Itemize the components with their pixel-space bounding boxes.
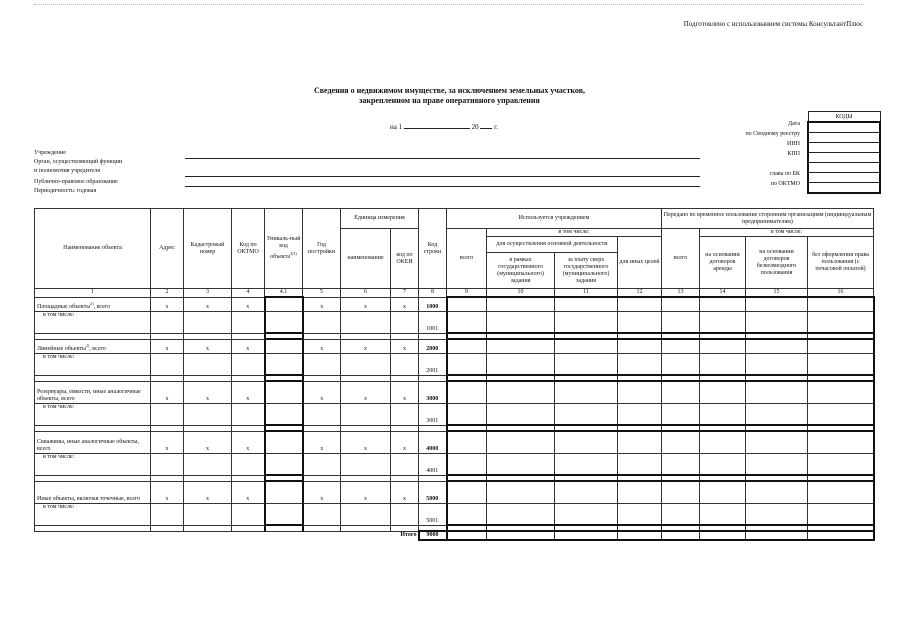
value-cell[interactable] bbox=[700, 403, 746, 425]
value-cell[interactable] bbox=[700, 453, 746, 475]
value-cell[interactable] bbox=[746, 431, 808, 453]
th-transferred-total: всего bbox=[662, 229, 700, 289]
x-mark: х bbox=[151, 297, 184, 311]
total-empty bbox=[303, 531, 341, 540]
row-name-text: Иные объекты, включая точечные, всего bbox=[37, 495, 141, 502]
code-label-oktmo: по ОКТМО bbox=[770, 181, 800, 187]
th-year: Год постройки bbox=[303, 209, 341, 289]
value-cell[interactable] bbox=[184, 453, 232, 475]
code-label-date: Дата bbox=[788, 121, 800, 127]
date-suffix: г. bbox=[494, 123, 498, 131]
th-free: на основании договоров безвозмездного пользования bbox=[746, 237, 808, 289]
x-mark: х bbox=[232, 381, 265, 403]
value-cell[interactable] bbox=[618, 353, 662, 375]
value-cell[interactable] bbox=[618, 431, 662, 453]
th-main-activity: для осуществления основной деятельности bbox=[487, 237, 618, 253]
page-title bbox=[0, 86, 899, 106]
total-empty bbox=[35, 531, 151, 540]
row-subcode: 4001 bbox=[419, 453, 447, 475]
col-number: 3 bbox=[184, 289, 232, 298]
value-cell[interactable] bbox=[447, 453, 487, 475]
value-cell[interactable] bbox=[662, 503, 700, 525]
value-cell[interactable] bbox=[555, 453, 618, 475]
value-cell[interactable] bbox=[662, 381, 700, 403]
value-cell[interactable] bbox=[700, 481, 746, 503]
total-cell[interactable] bbox=[662, 531, 700, 540]
value-cell[interactable] bbox=[618, 297, 662, 311]
value-cell[interactable] bbox=[487, 503, 555, 525]
value-cell[interactable] bbox=[265, 481, 303, 503]
value-cell[interactable] bbox=[700, 381, 746, 403]
date-day-field[interactable] bbox=[404, 128, 470, 129]
value-cell[interactable] bbox=[555, 403, 618, 425]
value-cell[interactable] bbox=[487, 311, 555, 333]
code-label-kpp: КПП bbox=[787, 151, 800, 157]
value-cell[interactable] bbox=[618, 481, 662, 503]
value-cell[interactable] bbox=[662, 353, 700, 375]
value-cell[interactable] bbox=[555, 381, 618, 403]
row-code: 3000 bbox=[419, 381, 447, 403]
value-cell[interactable] bbox=[700, 339, 746, 353]
th-unit-okei: код по ОКЕИ bbox=[391, 229, 419, 289]
x-mark: х bbox=[184, 339, 232, 353]
code-label-registry: по Сводному реестру bbox=[745, 131, 800, 137]
x-mark: х bbox=[151, 381, 184, 403]
th-transferred-in-that: в том числе: bbox=[700, 229, 874, 237]
x-mark: х bbox=[341, 297, 391, 311]
value-cell[interactable] bbox=[303, 403, 341, 425]
row-name-text: Скважины, иные аналогичные объекты, всего bbox=[37, 438, 139, 452]
value-cell[interactable] bbox=[303, 453, 341, 475]
value-cell[interactable] bbox=[303, 503, 341, 525]
row-sub-text: в том числе: bbox=[43, 353, 75, 360]
code-label-inn: ИНН bbox=[787, 141, 800, 147]
public-entity-field[interactable] bbox=[185, 186, 700, 187]
row-name bbox=[35, 297, 151, 311]
value-cell[interactable] bbox=[700, 353, 746, 375]
code-date-field[interactable] bbox=[808, 122, 880, 133]
value-cell[interactable] bbox=[447, 311, 487, 333]
value-cell[interactable] bbox=[555, 353, 618, 375]
value-cell[interactable] bbox=[487, 431, 555, 453]
total-cell[interactable] bbox=[808, 531, 874, 540]
date-year-label: 20 bbox=[471, 123, 479, 131]
th-used-total: всего bbox=[447, 229, 487, 289]
value-cell[interactable] bbox=[746, 297, 808, 311]
value-cell[interactable] bbox=[265, 453, 303, 475]
value-cell[interactable] bbox=[265, 431, 303, 453]
value-cell[interactable] bbox=[746, 453, 808, 475]
value-cell[interactable] bbox=[618, 503, 662, 525]
total-empty bbox=[184, 531, 232, 540]
col-number: 5 bbox=[303, 289, 341, 298]
value-cell[interactable] bbox=[447, 353, 487, 375]
value-cell[interactable] bbox=[555, 503, 618, 525]
col-number: 6 bbox=[341, 289, 391, 298]
value-cell[interactable] bbox=[746, 381, 808, 403]
value-cell[interactable] bbox=[487, 339, 555, 353]
row-sub-label bbox=[35, 453, 151, 475]
code-inn-field[interactable] bbox=[808, 143, 880, 153]
total-cell[interactable] bbox=[746, 531, 808, 540]
row-code: 1000 bbox=[419, 297, 447, 311]
value-cell[interactable] bbox=[447, 403, 487, 425]
x-mark: х bbox=[151, 481, 184, 503]
title-line-1: Сведения о недвижимом имуществе, за исключением земельных участков, bbox=[313, 86, 586, 95]
th-other: для иных целей bbox=[618, 237, 662, 289]
value-cell[interactable] bbox=[265, 403, 303, 425]
value-cell[interactable] bbox=[746, 503, 808, 525]
x-mark: х bbox=[303, 481, 341, 503]
x-mark: х bbox=[341, 431, 391, 453]
total-empty bbox=[232, 531, 265, 540]
value-cell[interactable] bbox=[447, 431, 487, 453]
col-number: 7 bbox=[391, 289, 419, 298]
total-cell[interactable] bbox=[618, 531, 662, 540]
value-cell[interactable] bbox=[184, 403, 232, 425]
x-mark: х bbox=[341, 381, 391, 403]
x-mark: х bbox=[341, 481, 391, 503]
th-oktmo: Код по ОКТМО bbox=[232, 209, 265, 289]
value-cell[interactable] bbox=[151, 453, 184, 475]
value-cell[interactable] bbox=[808, 403, 874, 425]
value-cell[interactable] bbox=[391, 353, 419, 375]
label-public-entity: Публично-правовое образование bbox=[34, 179, 118, 185]
total-cell[interactable] bbox=[700, 531, 746, 540]
value-cell[interactable] bbox=[746, 481, 808, 503]
value-cell[interactable] bbox=[265, 297, 303, 311]
th-over-task: за плату сверх государственного (муниципального) задания bbox=[555, 253, 618, 289]
total-cell[interactable] bbox=[447, 531, 487, 540]
value-cell[interactable] bbox=[447, 297, 487, 311]
x-mark: х bbox=[184, 431, 232, 453]
value-cell[interactable] bbox=[487, 381, 555, 403]
value-cell[interactable] bbox=[700, 311, 746, 333]
th-state-task: в рамках государственного (муниципального) задания bbox=[487, 253, 555, 289]
value-cell[interactable] bbox=[618, 381, 662, 403]
row-name bbox=[35, 381, 151, 403]
value-cell[interactable] bbox=[662, 311, 700, 333]
x-mark: х bbox=[151, 431, 184, 453]
th-no-doc: без оформления права пользования (с почасовой оплатой) bbox=[808, 237, 874, 289]
value-cell[interactable] bbox=[391, 503, 419, 525]
value-cell[interactable] bbox=[341, 403, 391, 425]
value-cell[interactable] bbox=[700, 297, 746, 311]
x-mark: х bbox=[184, 481, 232, 503]
th-unique-code bbox=[265, 209, 303, 289]
value-cell[interactable] bbox=[184, 311, 232, 333]
value-cell[interactable] bbox=[618, 453, 662, 475]
th-unit-name: наименование bbox=[341, 229, 391, 289]
value-cell[interactable] bbox=[447, 503, 487, 525]
value-cell[interactable] bbox=[232, 453, 265, 475]
institution-field[interactable] bbox=[185, 158, 700, 159]
row-name bbox=[35, 431, 151, 453]
row-name-tail: , всего bbox=[89, 345, 106, 352]
col-number: 9 bbox=[447, 289, 487, 298]
value-cell[interactable] bbox=[808, 339, 874, 353]
value-cell[interactable] bbox=[808, 503, 874, 525]
label-authority-1: Орган, осуществляющий функции bbox=[34, 159, 123, 165]
value-cell[interactable] bbox=[808, 311, 874, 333]
x-mark: х bbox=[232, 339, 265, 353]
x-mark: х bbox=[232, 431, 265, 453]
value-cell[interactable] bbox=[808, 381, 874, 403]
row-name bbox=[35, 481, 151, 503]
value-cell[interactable] bbox=[151, 353, 184, 375]
value-cell[interactable] bbox=[232, 311, 265, 333]
row-subcode: 1001 bbox=[419, 311, 447, 333]
x-mark: х bbox=[391, 431, 419, 453]
row-sub-text: в том числе: bbox=[43, 403, 75, 410]
date-line bbox=[390, 123, 498, 131]
value-cell[interactable] bbox=[303, 353, 341, 375]
col-number: 15 bbox=[746, 289, 808, 298]
value-cell[interactable] bbox=[662, 481, 700, 503]
value-cell[interactable] bbox=[808, 297, 874, 311]
row-subcode: 5001 bbox=[419, 503, 447, 525]
code-label-bk: глава по БК bbox=[770, 171, 800, 177]
value-cell[interactable] bbox=[700, 503, 746, 525]
value-cell[interactable] bbox=[555, 297, 618, 311]
value-cell[interactable] bbox=[808, 431, 874, 453]
code-registry-field[interactable] bbox=[808, 133, 880, 143]
total-label: Итого bbox=[400, 532, 417, 539]
authority-field[interactable] bbox=[185, 176, 700, 177]
value-cell[interactable] bbox=[555, 481, 618, 503]
th-unique-code-text: Уникаль-ный код объекта bbox=[266, 236, 301, 260]
value-cell[interactable] bbox=[151, 403, 184, 425]
col-number: 4.1 bbox=[265, 289, 303, 298]
x-mark: х bbox=[391, 339, 419, 353]
value-cell[interactable] bbox=[447, 339, 487, 353]
col-number: 12 bbox=[618, 289, 662, 298]
value-cell[interactable] bbox=[487, 481, 555, 503]
title-line-2: закрепленном на праве оперативного управления bbox=[359, 96, 540, 105]
value-cell[interactable] bbox=[232, 503, 265, 525]
th-cadastral: Кадастровый номер bbox=[184, 209, 232, 289]
col-number: 1 bbox=[35, 289, 151, 298]
th-name: Наименование объекта bbox=[35, 209, 151, 289]
x-mark: х bbox=[151, 339, 184, 353]
code-kpp-field[interactable] bbox=[808, 153, 880, 163]
row-code: 2000 bbox=[419, 339, 447, 353]
value-cell[interactable] bbox=[391, 311, 419, 333]
total-empty bbox=[341, 531, 391, 540]
value-cell[interactable] bbox=[303, 311, 341, 333]
row-name-sup: 2) bbox=[85, 342, 90, 348]
value-cell[interactable] bbox=[700, 431, 746, 453]
value-cell[interactable] bbox=[746, 311, 808, 333]
value-cell[interactable] bbox=[447, 481, 487, 503]
value-cell[interactable] bbox=[232, 403, 265, 425]
row-name-text: Линейные объекты bbox=[37, 345, 86, 352]
row-subcode: 3001 bbox=[419, 403, 447, 425]
x-mark: х bbox=[391, 481, 419, 503]
value-cell[interactable] bbox=[808, 453, 874, 475]
row-name-text: Площадные объекты bbox=[37, 303, 91, 310]
value-cell[interactable] bbox=[391, 453, 419, 475]
th-unit: Единица измерения bbox=[341, 209, 419, 229]
value-cell[interactable] bbox=[618, 339, 662, 353]
x-mark: х bbox=[391, 381, 419, 403]
value-cell[interactable] bbox=[555, 339, 618, 353]
total-cell[interactable] bbox=[555, 531, 618, 540]
row-sub-label bbox=[35, 353, 151, 375]
value-cell[interactable] bbox=[341, 453, 391, 475]
x-mark: х bbox=[341, 339, 391, 353]
value-cell[interactable] bbox=[341, 353, 391, 375]
value-cell[interactable] bbox=[487, 453, 555, 475]
x-mark: х bbox=[303, 431, 341, 453]
value-cell[interactable] bbox=[662, 431, 700, 453]
x-mark: х bbox=[184, 381, 232, 403]
value-cell[interactable] bbox=[487, 297, 555, 311]
total-empty bbox=[151, 531, 184, 540]
value-cell[interactable] bbox=[808, 353, 874, 375]
col-number: 2 bbox=[151, 289, 184, 298]
th-address: Адрес bbox=[151, 209, 184, 289]
row-subcode: 2001 bbox=[419, 353, 447, 375]
value-cell[interactable] bbox=[151, 311, 184, 333]
value-cell[interactable] bbox=[265, 353, 303, 375]
value-cell[interactable] bbox=[391, 403, 419, 425]
value-cell[interactable] bbox=[487, 403, 555, 425]
row-sub-label bbox=[35, 311, 151, 333]
col-number: 4 bbox=[232, 289, 265, 298]
property-table bbox=[34, 208, 875, 541]
th-rent: на основании договоров аренды bbox=[700, 237, 746, 289]
value-cell[interactable] bbox=[555, 431, 618, 453]
row-sub-text: в том числе: bbox=[43, 453, 75, 460]
value-cell[interactable] bbox=[746, 339, 808, 353]
row-code: 4000 bbox=[419, 431, 447, 453]
value-cell[interactable] bbox=[618, 311, 662, 333]
col-number: 14 bbox=[700, 289, 746, 298]
value-cell[interactable] bbox=[662, 403, 700, 425]
date-year-field[interactable] bbox=[480, 128, 492, 129]
th-used-in-that: в том числе: bbox=[487, 229, 662, 237]
value-cell[interactable] bbox=[184, 353, 232, 375]
row-sub-label bbox=[35, 503, 151, 525]
label-periodicity: Периодичность: годовая bbox=[34, 188, 97, 194]
value-cell[interactable] bbox=[341, 311, 391, 333]
label-authority-2: и полномочия учредителя bbox=[34, 168, 100, 174]
value-cell[interactable] bbox=[341, 503, 391, 525]
value-cell[interactable] bbox=[232, 353, 265, 375]
x-mark: х bbox=[303, 339, 341, 353]
total-code: 9000 bbox=[419, 531, 447, 540]
value-cell[interactable] bbox=[265, 503, 303, 525]
x-mark: х bbox=[232, 297, 265, 311]
col-number: 11 bbox=[555, 289, 618, 298]
total-cell[interactable] bbox=[487, 531, 555, 540]
value-cell[interactable] bbox=[662, 453, 700, 475]
row-name-sup: 2) bbox=[90, 300, 94, 306]
code-oktmo-field[interactable] bbox=[808, 183, 880, 194]
value-cell[interactable] bbox=[151, 503, 184, 525]
row-sub-label bbox=[35, 403, 151, 425]
value-cell[interactable] bbox=[662, 339, 700, 353]
code-bk-field[interactable] bbox=[808, 173, 880, 183]
date-prefix: на 1 bbox=[390, 123, 403, 131]
x-mark: х bbox=[303, 297, 341, 311]
value-cell[interactable] bbox=[746, 353, 808, 375]
col-number: 16 bbox=[808, 289, 874, 298]
codes-table bbox=[807, 111, 881, 194]
row-name-text: Резервуары, емкости, иные аналогичные объекты, всего bbox=[37, 388, 141, 402]
code-empty-field[interactable] bbox=[808, 163, 880, 173]
x-mark: х bbox=[391, 297, 419, 311]
row-name bbox=[35, 339, 151, 353]
row-name-tail: , всего bbox=[93, 303, 111, 310]
value-cell[interactable] bbox=[447, 381, 487, 403]
value-cell[interactable] bbox=[808, 481, 874, 503]
row-sub-text: в том числе: bbox=[43, 311, 75, 318]
top-border bbox=[34, 4, 864, 5]
x-mark: х bbox=[303, 381, 341, 403]
row-code: 5000 bbox=[419, 481, 447, 503]
th-unique-code-sup: 2(1) bbox=[290, 251, 297, 256]
value-cell[interactable] bbox=[487, 353, 555, 375]
value-cell[interactable] bbox=[618, 403, 662, 425]
label-institution: Учреждение bbox=[34, 150, 66, 156]
col-number: 8 bbox=[419, 289, 447, 298]
x-mark: х bbox=[232, 481, 265, 503]
th-used: Используется учреждением bbox=[447, 209, 662, 229]
row-sub-text: в том числе: bbox=[43, 503, 75, 510]
value-cell[interactable] bbox=[265, 339, 303, 353]
col-number: 10 bbox=[487, 289, 555, 298]
value-cell[interactable] bbox=[265, 381, 303, 403]
th-transferred: Передано во временное пользование сторонним организациям (индивидуальным предпринимателям) bbox=[662, 209, 874, 229]
total-empty bbox=[265, 531, 303, 540]
value-cell[interactable] bbox=[746, 403, 808, 425]
consultant-note: Подготовлено с использованием системы КонсультантПлюс bbox=[683, 20, 863, 28]
value-cell[interactable] bbox=[662, 297, 700, 311]
x-mark: х bbox=[184, 297, 232, 311]
value-cell[interactable] bbox=[265, 311, 303, 333]
codes-title: КОДЫ bbox=[808, 112, 880, 123]
value-cell[interactable] bbox=[555, 311, 618, 333]
col-number: 13 bbox=[662, 289, 700, 298]
value-cell[interactable] bbox=[184, 503, 232, 525]
th-row-code: Код строки bbox=[419, 209, 447, 289]
